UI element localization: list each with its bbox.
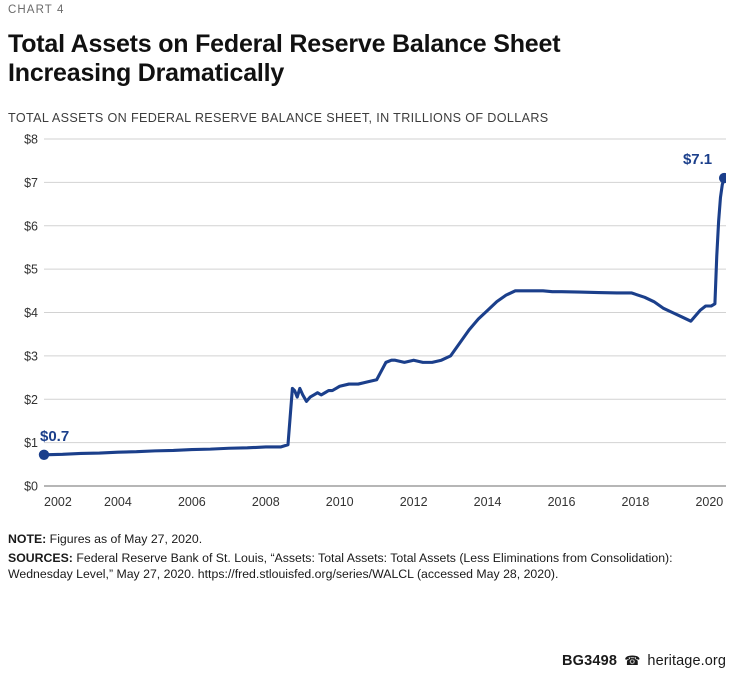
data-series bbox=[39, 172, 726, 459]
chart-plot-area bbox=[8, 131, 726, 519]
x-axis-tick-label: 2002 bbox=[44, 494, 72, 509]
y-axis-tick-label: $0 bbox=[24, 479, 38, 493]
line-chart bbox=[8, 131, 726, 519]
series-line bbox=[44, 178, 724, 455]
x-axis-labels bbox=[44, 495, 723, 509]
x-axis-tick-label: 2014 bbox=[473, 494, 502, 509]
x-axis-tick-label: 2010 bbox=[325, 494, 354, 509]
y-axis-tick-label: $7 bbox=[24, 175, 38, 190]
page-title-line1: Total Assets on Federal Reserve Balance Sheet bbox=[8, 30, 561, 58]
x-axis-tick-label: 2016 bbox=[547, 494, 576, 509]
page-title bbox=[8, 30, 726, 89]
x-axis-tick-label: 2018 bbox=[621, 494, 650, 509]
chart-kicker: CHART 4 bbox=[8, 4, 65, 16]
y-axis-tick-label: $1 bbox=[24, 435, 38, 450]
y-axis-tick-label: $8 bbox=[24, 132, 38, 146]
sources-label: SOURCES: bbox=[8, 550, 73, 565]
x-axis-tick-label: 2008 bbox=[251, 494, 280, 509]
chart-notes bbox=[8, 531, 726, 583]
x-axis-tick-label: 2004 bbox=[104, 494, 132, 509]
bell-icon: ☎ bbox=[624, 653, 641, 668]
x-axis-tick-label: 2006 bbox=[177, 494, 206, 509]
x-axis-tick-label: 2020 bbox=[695, 494, 724, 509]
x-axis-tick-label: 2012 bbox=[399, 494, 428, 509]
y-axis-tick-label: $5 bbox=[24, 262, 38, 277]
y-axis-tick-label: $2 bbox=[24, 392, 38, 407]
footer bbox=[562, 653, 726, 669]
sources-line bbox=[8, 550, 726, 583]
sources-text: Federal Reserve Bank of St. Louis, “Assets: Total Assets: Total Assets (Less Eliminations from Consolidation): Wednesday Level,” May 27, 2020. https://fred.stlouisfed.org/series/WALCL (accessed May 28, 2020). bbox=[8, 550, 673, 582]
y-axis-tick-label: $3 bbox=[24, 348, 38, 363]
data-annotations bbox=[40, 151, 712, 445]
y-axis-tick-label: $4 bbox=[24, 305, 38, 320]
page-title-line2: Increasing Dramatically bbox=[8, 59, 285, 88]
note-line bbox=[8, 531, 726, 547]
note-label: NOTE: bbox=[8, 531, 47, 546]
y-axis-tick-label: $6 bbox=[24, 218, 38, 233]
series-endpoint-marker bbox=[719, 172, 726, 182]
chart-subtitle: TOTAL ASSETS ON FEDERAL RESERVE BALANCE SHEET, IN TRILLIONS OF DOLLARS bbox=[8, 110, 549, 125]
series-endpoint-marker bbox=[39, 449, 49, 459]
data-point-label: $7.1 bbox=[682, 150, 713, 168]
note-text: Figures as of May 27, 2020. bbox=[46, 531, 203, 546]
y-axis-labels bbox=[24, 132, 38, 493]
data-point-label: $0.7 bbox=[40, 427, 70, 445]
report-code: BG3498 bbox=[561, 653, 618, 669]
organization-name: heritage.org bbox=[647, 653, 726, 669]
gridlines bbox=[44, 139, 726, 486]
